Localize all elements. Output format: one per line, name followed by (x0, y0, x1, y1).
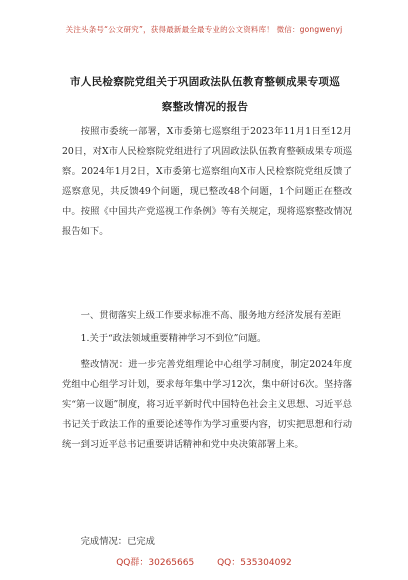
subsection-heading: 1.关于“政法领域重要精神学习不到位”问题。 (80, 333, 267, 344)
footer-qq: QQ：535304092 (217, 558, 292, 568)
section-heading: 一、贯彻落实上级工作要求标准不高、服务地方经济发展有差距 (80, 310, 341, 321)
rectification-paragraph: 整改情况：进一步完善党组理论中心组学习制度，制定2024年度党组中心组学习计划，要求每年集中学习12次，集中研讨6次。坚持落实“第一议题”制度，将习近平新时代中国特色社会主义思想、习近平总书记关于政法工作的重要论述等作为学习重要内容，切实把思想和行动统一到习近平总书记重要讲话精神和党中央决策部署上来。 (62, 359, 352, 450)
intro-paragraph: 按照市委统一部署，X市委第七巡察组于2023年11月1日至12月20日，对X市人民检察院党组进行了巩固政法队伍教育整顿成果专项巡察。2024年1月2日，X市委第七巡察组向X市人民检察院党组反馈了巡察意见，共反馈49个问题，现已整改48个问题，1个问题正在整改中。按照《中国共产党巡视工作条例》等有关规定，现将巡察整改情况报告如下。 (62, 126, 352, 237)
top-banner: 关注头条号“公文研究”，获得最新最全最专业的公文资料库！ 微信：gongwenyj (65, 25, 343, 34)
completion-status: 完成情况：已完成 (80, 536, 155, 547)
document-title-line1: 市人民检察院党组关于巩固政法队伍教育整顿成果专项巡 (70, 76, 340, 88)
footer-qq-group: QQ群：30265665 (116, 558, 195, 568)
footer-contact (0, 555, 408, 568)
document-title-line2: 察整改情况的报告 (161, 101, 249, 113)
